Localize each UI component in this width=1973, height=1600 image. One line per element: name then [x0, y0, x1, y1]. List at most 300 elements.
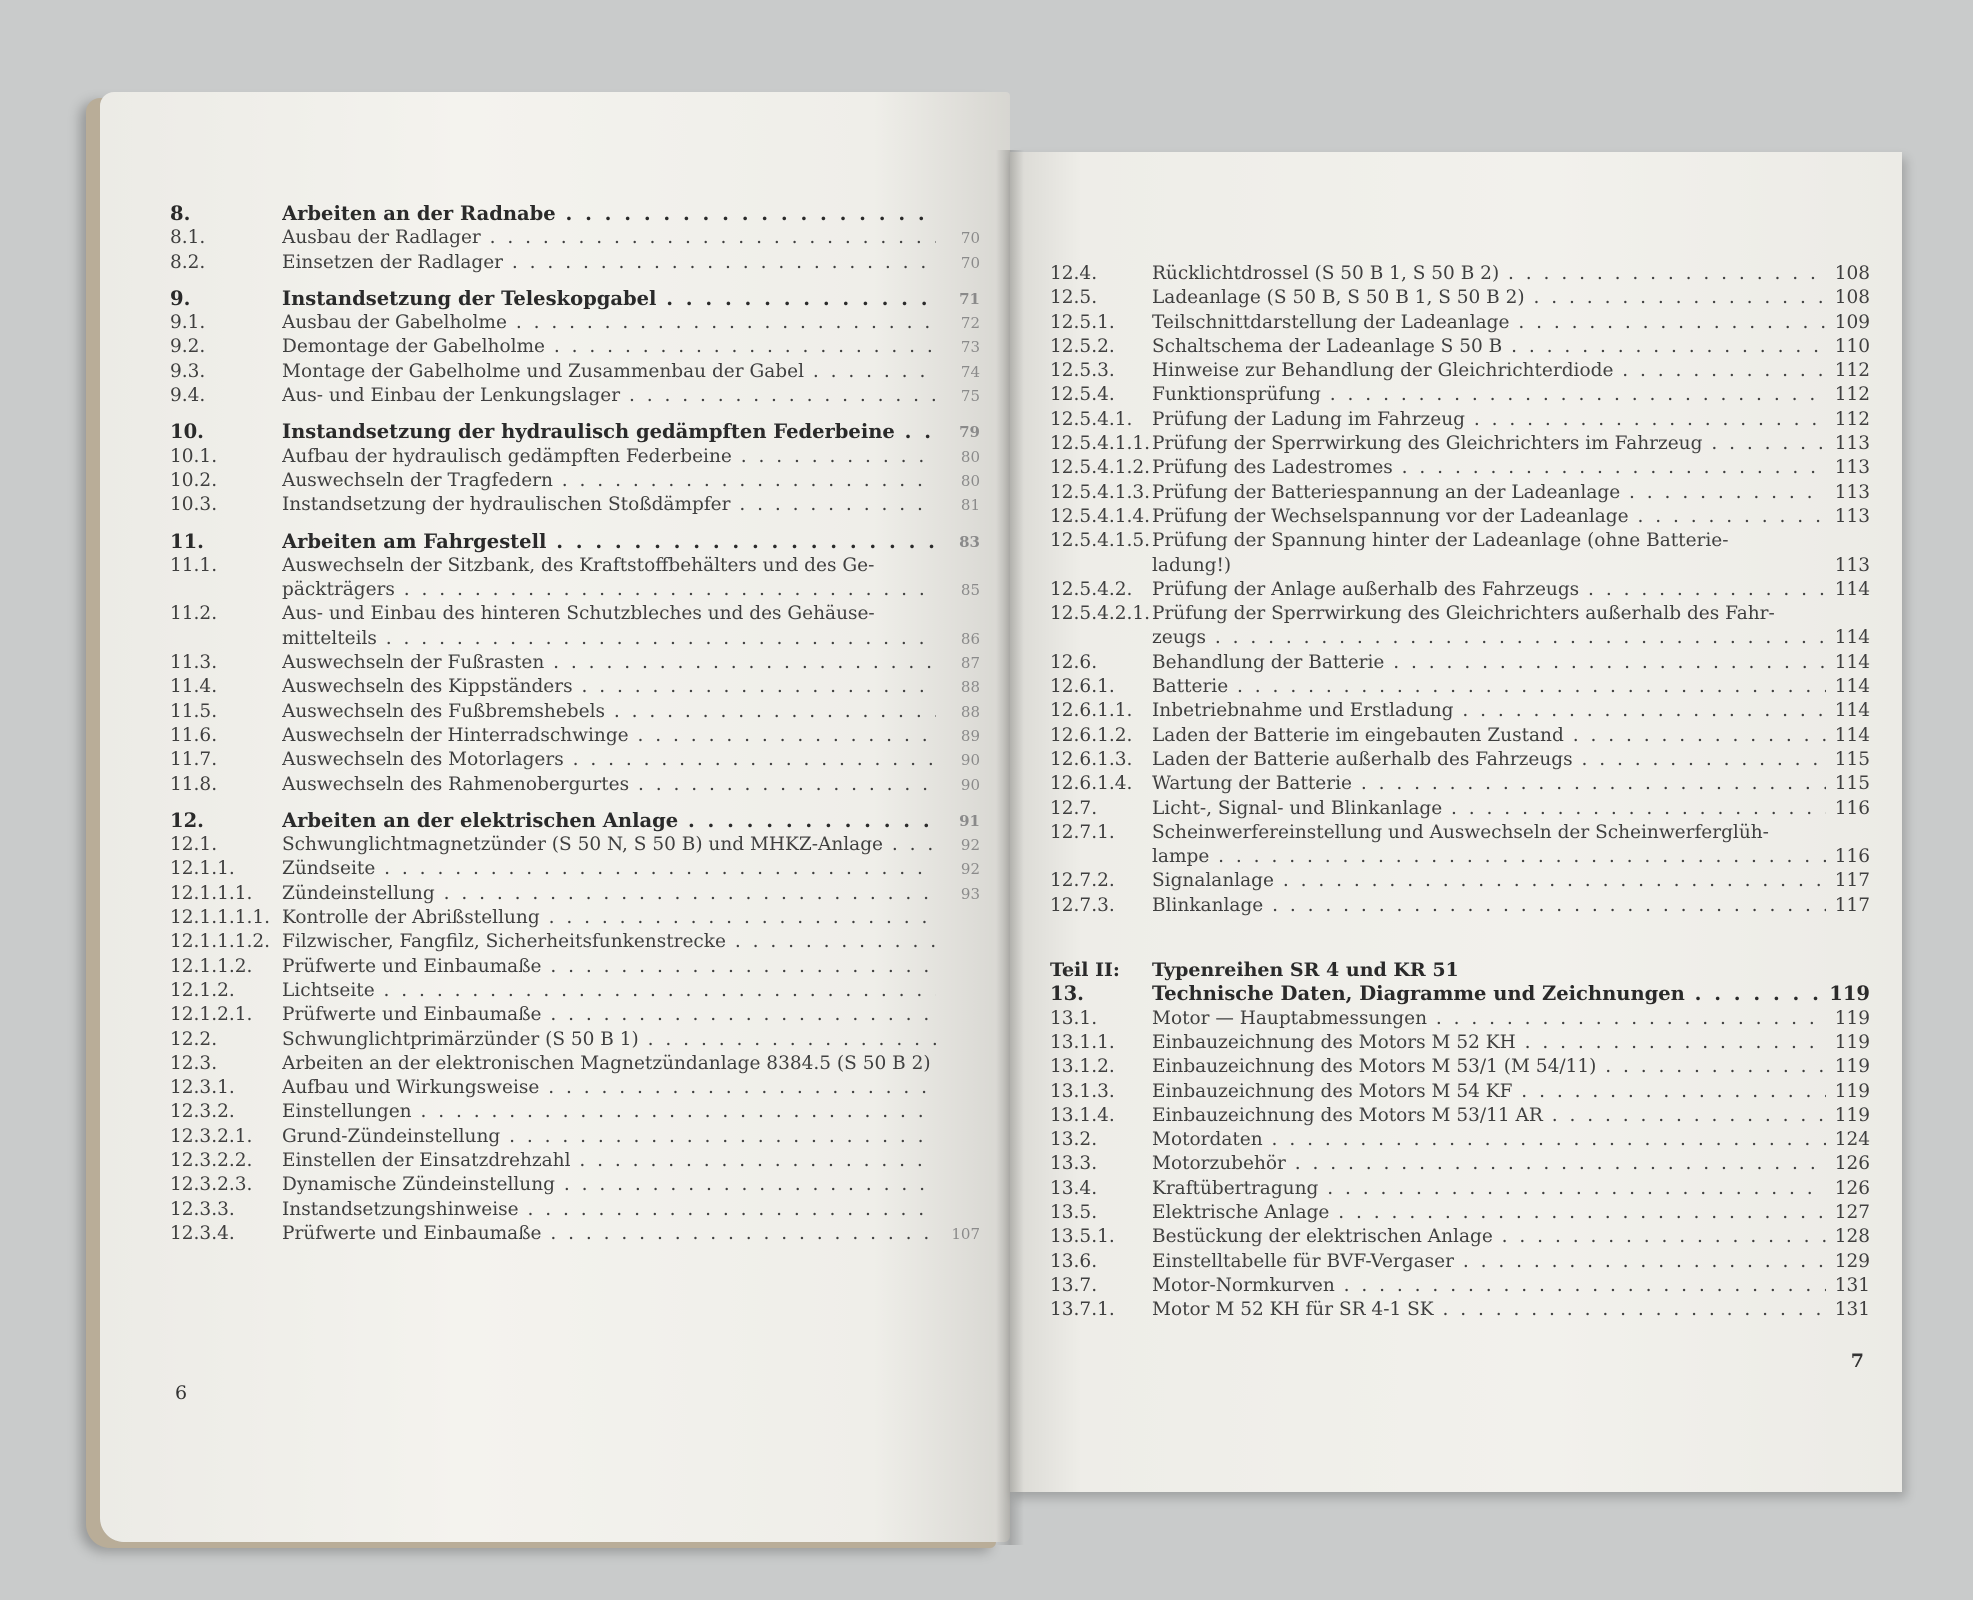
toc-entry-page: 113	[1834, 505, 1870, 527]
toc-entry-title: Einbauzeichnung des Motors M 52 KH . . .	[1152, 1031, 1826, 1055]
toc-entry-page: 86	[960, 629, 980, 648]
toc-entry	[1050, 821, 1870, 845]
toc-entry	[170, 1125, 980, 1149]
toc-entry	[1050, 651, 1870, 675]
toc-entry-number: 12.6.1.	[1050, 676, 1115, 698]
toc-entry	[170, 530, 980, 554]
toc-entry-number: 12.3.1.	[170, 1077, 235, 1099]
toc-entry-title: Kontrolle der Abrißstellung . . .	[282, 906, 936, 930]
toc-entry	[1050, 1274, 1870, 1298]
toc-entry-page: 124	[1834, 1129, 1870, 1151]
toc-entry-title: Aus- und Einbau der Lenkungslager . . .	[282, 384, 936, 408]
toc-entry-number: 12.1.2.1.	[170, 1004, 253, 1026]
toc-entry-number: 12.5.3.	[1050, 360, 1115, 382]
toc-entry-page: 79	[959, 423, 980, 442]
toc-entry-title: Scheinwerfereinstellung und Auswechseln der Scheinwerferglüh-	[1152, 821, 1769, 843]
toc-entry	[1050, 359, 1870, 383]
toc-entry-number: 12.5.4.1.1.	[1050, 433, 1151, 455]
toc-entry-number: 12.1.1.2.	[170, 955, 253, 977]
toc-entry-title: Schaltschema der Ladeanlage S 50 B . . .	[1152, 335, 1826, 359]
toc-entry	[170, 809, 980, 833]
toc-entry-number: 13.1.	[1050, 1007, 1098, 1029]
toc-entry-number: 12.1.1.1.	[170, 882, 253, 904]
toc-entry-title: Prüfung der Wechselspannung vor der Ladeanlage . . .	[1152, 505, 1826, 529]
toc-entry	[170, 202, 980, 226]
toc-entry-number: 13.1.3.	[1050, 1080, 1115, 1102]
toc-entry-title: Rücklichtdrossel (S 50 B 1, S 50 B 2) . . .	[1152, 262, 1826, 286]
toc-entry-page: 83	[959, 532, 980, 551]
toc-entry-title: Montage der Gabelholme und Zusammenbau der Gabel . . .	[282, 360, 936, 384]
toc-entry-page: 85	[960, 581, 980, 600]
toc-entry-number: 12.3.2.2.	[170, 1149, 253, 1171]
toc-entry-title: lampe . . .	[1152, 845, 1826, 869]
toc-entry	[1050, 748, 1870, 772]
toc-entry-number: 12.5.2.	[1050, 335, 1115, 357]
toc-entry	[170, 445, 980, 469]
toc-entry	[1050, 1080, 1870, 1104]
toc-entry-title: Demontage der Gabelholme . . .	[282, 335, 936, 359]
toc-entry-page: 80	[960, 447, 980, 466]
toc-entry-title: Zündseite . . .	[282, 857, 936, 881]
toc-entry-title: Ladeanlage (S 50 B, S 50 B 1, S 50 B 2) . . .	[1152, 286, 1826, 310]
toc-entry-title: Auswechseln der Tragfedern . . .	[282, 469, 936, 493]
toc-entry-title: Laden der Batterie außerhalb des Fahrzeugs . . .	[1152, 748, 1826, 772]
toc-entry-page: 114	[1834, 651, 1870, 673]
toc-entry	[1050, 958, 1870, 982]
toc-entry-number: 12.3.2.	[170, 1101, 235, 1123]
toc-entry-number: 11.5.	[170, 700, 218, 722]
toc-entry	[170, 384, 980, 408]
toc-entry	[1050, 383, 1870, 407]
toc-entry	[1050, 602, 1870, 626]
toc-entry-number: 8.1.	[170, 227, 206, 249]
toc-entry-title: Teilschnittdarstellung der Ladeanlage . . .	[1152, 311, 1826, 335]
toc-entry-title: Einstellen der Einsatzdrehzahl . . .	[282, 1149, 936, 1173]
toc-entry	[1050, 1201, 1870, 1225]
toc-entry-title: Wartung der Batterie . . .	[1152, 772, 1826, 796]
toc-entry-title: Motor M 52 KH für SR 4-1 SK . . .	[1152, 1298, 1826, 1322]
toc-entry	[1050, 408, 1870, 432]
toc-entry-title: Einbauzeichnung des Motors M 53/11 AR . . .	[1152, 1104, 1826, 1128]
toc-entry-number: 11.6.	[170, 724, 218, 746]
toc-entry-title: mittelteils . . .	[282, 627, 936, 651]
toc-entry-page: 115	[1834, 773, 1870, 795]
toc-entry-title: Behandlung der Batterie . . .	[1152, 651, 1826, 675]
toc-entry-page: 119	[1834, 1080, 1870, 1102]
toc-entry-title: Auswechseln der Sitzbank, des Kraftstoffbehälters und des Ge-	[282, 554, 875, 576]
toc-entry-number: 12.5.4.1.3.	[1050, 481, 1151, 503]
toc-entry-title: Aufbau und Wirkungsweise . . .	[282, 1076, 936, 1100]
toc-entry	[170, 1222, 980, 1246]
left-table-of-contents	[170, 202, 980, 1246]
toc-entry-page: 88	[960, 702, 980, 721]
toc-entry-number: 12.1.1.	[170, 858, 235, 880]
toc-entry-page: 108	[1834, 287, 1870, 309]
toc-entry-number: 10.2.	[170, 469, 218, 491]
toc-entry-number: 11.8.	[170, 773, 218, 795]
toc-entry	[1050, 1031, 1870, 1055]
toc-entry-title: Motor-Normkurven . . .	[1152, 1274, 1826, 1298]
toc-entry	[170, 1076, 980, 1100]
toc-entry-number: 12.6.1.4.	[1050, 773, 1133, 795]
toc-entry-page: 119	[1834, 1007, 1870, 1029]
toc-entry	[1050, 845, 1870, 869]
toc-entry-page: 70	[960, 253, 980, 272]
toc-entry	[1050, 432, 1870, 456]
toc-entry-number: 12.6.1.1.	[1050, 700, 1133, 722]
toc-entry	[1050, 797, 1870, 821]
toc-entry-number: 12.7.2.	[1050, 870, 1115, 892]
toc-entry	[1050, 1225, 1870, 1249]
toc-entry-title: päckträgers . . .	[282, 578, 936, 602]
toc-entry-title: Signalanlage . . .	[1152, 869, 1826, 893]
toc-entry-page: 90	[960, 751, 980, 770]
toc-entry-number: 13.1.1.	[1050, 1031, 1115, 1053]
toc-entry-title: Batterie . . .	[1152, 675, 1826, 699]
toc-entry-number: 12.5.4.1.	[1050, 408, 1133, 430]
toc-entry-page: 116	[1834, 797, 1870, 819]
toc-entry-title: Einsetzen der Radlager . . .	[282, 251, 936, 275]
toc-entry	[170, 251, 980, 275]
toc-entry-title: Arbeiten an der elektrischen Anlage . . .	[282, 809, 936, 833]
toc-entry-page: 113	[1834, 481, 1870, 503]
toc-entry-page: 74	[960, 362, 980, 381]
toc-entry-page: 80	[960, 471, 980, 490]
toc-entry	[170, 651, 980, 675]
toc-entry-number: 12.5.1.	[1050, 311, 1115, 333]
toc-entry	[170, 955, 980, 979]
right-page	[1010, 152, 1902, 1492]
toc-entry	[170, 882, 980, 906]
toc-entry	[1050, 554, 1870, 578]
toc-entry	[170, 700, 980, 724]
toc-entry-number: 10.	[170, 420, 204, 444]
toc-entry-number: 8.	[170, 202, 191, 225]
toc-entry-number: 12.	[170, 808, 204, 832]
toc-entry-page: 119	[1829, 982, 1870, 1006]
toc-entry-page: 112	[1834, 408, 1870, 430]
toc-entry	[170, 493, 980, 517]
toc-entry-title: Grund-Zündeinstellung . . .	[282, 1125, 936, 1149]
toc-entry-number: 12.7.1.	[1050, 821, 1115, 843]
toc-entry-page: 127	[1834, 1201, 1870, 1223]
toc-entry	[1050, 262, 1870, 286]
toc-entry-number: 11.	[170, 529, 204, 553]
toc-entry-page: 107	[951, 1224, 980, 1243]
toc-entry-number: 13.2.	[1050, 1129, 1098, 1151]
toc-entry	[1050, 982, 1870, 1006]
toc-entry-title: Instandsetzung der Teleskopgabel . . .	[282, 287, 936, 311]
toc-entry-number: 9.4.	[170, 385, 206, 407]
toc-entry	[170, 420, 980, 444]
toc-entry-number: 12.2.	[170, 1028, 218, 1050]
toc-entry-number: 12.3.2.3.	[170, 1174, 253, 1196]
toc-entry	[170, 857, 980, 881]
toc-entry	[170, 554, 980, 578]
toc-entry-title: Licht-, Signal- und Blinkanlage . . .	[1152, 797, 1826, 821]
toc-entry	[1050, 869, 1870, 893]
toc-entry-page: 126	[1834, 1153, 1870, 1175]
toc-entry-page: 109	[1834, 311, 1870, 333]
toc-entry-title: Hinweise zur Behandlung der Gleichrichterdiode . . .	[1152, 359, 1826, 383]
toc-entry-number: 12.5.4.	[1050, 384, 1115, 406]
toc-entry	[1050, 529, 1870, 553]
toc-entry-page: 93	[960, 884, 980, 903]
toc-entry	[170, 578, 980, 602]
toc-entry-page: 87	[960, 654, 980, 673]
toc-entry-number: 8.2.	[170, 251, 206, 273]
toc-entry-page: 112	[1834, 384, 1870, 406]
toc-entry-page: 88	[960, 678, 980, 697]
toc-entry-title: Filzwischer, Fangfilz, Sicherheitsfunkenstrecke . . .	[282, 930, 936, 954]
toc-entry-title: Bestückung der elektrischen Anlage . . .	[1152, 1225, 1826, 1249]
toc-entry-title: Elektrische Anlage . . .	[1152, 1201, 1826, 1225]
toc-entry-number: 12.6.	[1050, 651, 1098, 673]
toc-entry	[1050, 675, 1870, 699]
toc-entry-number: 9.2.	[170, 336, 206, 358]
toc-entry-page: 131	[1834, 1299, 1870, 1321]
toc-entry-page: 119	[1834, 1104, 1870, 1126]
toc-entry-title: Instandsetzung der hydraulischen Stoßdämpfer . . .	[282, 493, 936, 517]
toc-entry-page: 90	[960, 775, 980, 794]
toc-entry-page: 115	[1834, 748, 1870, 770]
toc-entry-page: 112	[1834, 360, 1870, 382]
toc-entry	[170, 906, 980, 930]
toc-entry-page: 89	[960, 726, 980, 745]
toc-entry-title: Motor — Hauptabmessungen . . .	[1152, 1007, 1826, 1031]
toc-entry-number: 10.1.	[170, 445, 218, 467]
toc-entry	[1050, 1177, 1870, 1201]
toc-entry-title: Auswechseln der Fußrasten . . .	[282, 651, 936, 675]
toc-entry-number: 13.5.1.	[1050, 1226, 1115, 1248]
toc-entry-number: 13.7.	[1050, 1274, 1098, 1296]
toc-entry-title: Prüfung der Anlage außerhalb des Fahrzeugs . . .	[1152, 578, 1826, 602]
toc-entry-page: 114	[1834, 676, 1870, 698]
toc-entry-page: 128	[1834, 1226, 1870, 1248]
toc-entry	[170, 833, 980, 857]
toc-entry-title: Lichtseite . . .	[282, 979, 936, 1003]
toc-entry-title: Aufbau der hydraulisch gedämpften Federbeine . . .	[282, 445, 936, 469]
toc-entry-title: Kraftübertragung . . .	[1152, 1177, 1826, 1201]
toc-entry-number: 12.5.	[1050, 287, 1098, 309]
toc-entry	[1050, 1128, 1870, 1152]
toc-entry-number: 9.	[170, 286, 191, 310]
toc-entry-page: 113	[1834, 457, 1870, 479]
toc-entry-title: Motorzubehör . . .	[1152, 1152, 1826, 1176]
toc-entry	[1050, 724, 1870, 748]
toc-entry-title: Prüfwerte und Einbaumaße . . .	[282, 1003, 936, 1027]
toc-entry-number: 10.3.	[170, 494, 218, 516]
toc-entry-title: Auswechseln des Motorlagers . . .	[282, 748, 936, 772]
toc-entry-title: Prüfung der Sperrwirkung des Gleichrichters außerhalb des Fahr-	[1152, 603, 1775, 625]
toc-entry-page: 113	[1834, 433, 1870, 455]
toc-entry-title: Auswechseln des Kippständers . . .	[282, 675, 936, 699]
toc-entry-title: Einbauzeichnung des Motors M 53/1 (M 54/11) . . .	[1152, 1055, 1826, 1079]
toc-entry	[1050, 505, 1870, 529]
toc-entry	[170, 1173, 980, 1197]
toc-entry	[170, 748, 980, 772]
toc-entry-title: Ausbau der Radlager . . .	[282, 226, 936, 250]
toc-entry-page: 129	[1834, 1250, 1870, 1272]
toc-entry-title: Schwunglichtprimärzünder (S 50 B 1) . . .	[282, 1028, 936, 1052]
toc-entry	[1050, 481, 1870, 505]
toc-entry-page: 72	[960, 314, 980, 333]
toc-entry-page: 117	[1834, 894, 1870, 916]
toc-entry	[1050, 699, 1870, 723]
toc-entry	[170, 1198, 980, 1222]
toc-entry-page: 92	[960, 836, 980, 855]
toc-entry	[1050, 1298, 1870, 1322]
toc-entry-number: 13.5.	[1050, 1201, 1098, 1223]
toc-entry	[170, 226, 980, 250]
toc-entry	[1050, 1152, 1870, 1176]
toc-entry	[1050, 772, 1870, 796]
toc-entry	[1050, 311, 1870, 335]
toc-entry-title: Auswechseln der Hinterradschwinge . . .	[282, 724, 936, 748]
toc-entry	[170, 627, 980, 651]
toc-entry-number: 12.3.	[170, 1052, 218, 1074]
toc-entry-title: zeugs . . .	[1152, 626, 1826, 650]
toc-entry-title: Arbeiten an der elektronischen Magnetzündanlage 8384.5 (S 50 B 2)	[282, 1052, 931, 1074]
toc-entry-title: Auswechseln des Rahmenobergurtes . . .	[282, 773, 936, 797]
toc-entry-page: 113	[1834, 554, 1870, 576]
toc-entry	[170, 360, 980, 384]
toc-entry-number: 12.1.	[170, 834, 218, 856]
toc-entry-page: 108	[1834, 263, 1870, 284]
toc-entry-page: 110	[1834, 335, 1870, 357]
toc-entry-number: 12.6.1.2.	[1050, 724, 1133, 746]
toc-entry-number: 9.1.	[170, 312, 206, 334]
toc-entry-title: Prüfung der Sperrwirkung des Gleichrichters im Fahrzeug . . .	[1152, 432, 1826, 456]
toc-entry	[1050, 894, 1870, 918]
toc-entry-page: 70	[960, 229, 980, 248]
toc-entry-number: 12.4.	[1050, 263, 1098, 284]
toc-entry-number: 13.3.	[1050, 1153, 1098, 1175]
toc-entry-page: 81	[960, 496, 980, 515]
toc-entry-page: 116	[1834, 846, 1870, 868]
toc-entry-title: Arbeiten an der Radnabe . . .	[282, 202, 936, 226]
toc-entry	[170, 724, 980, 748]
toc-entry-page: 131	[1834, 1274, 1870, 1296]
toc-entry-title: Dynamische Zündeinstellung . . .	[282, 1173, 936, 1197]
toc-entry-title: Prüfwerte und Einbaumaße . . .	[282, 955, 936, 979]
toc-entry	[170, 287, 980, 311]
toc-entry	[170, 1100, 980, 1124]
toc-entry-title: Zündeinstellung . . .	[282, 882, 936, 906]
toc-entry-number: 13.6.	[1050, 1250, 1098, 1272]
toc-entry-number: 11.2.	[170, 603, 218, 625]
toc-entry-title: Prüfwerte und Einbaumaße . . .	[282, 1222, 936, 1246]
toc-entry-title: Einstelltabelle für BVF-Vergaser . . .	[1152, 1250, 1826, 1274]
toc-entry-title: Blinkanlage . . .	[1152, 894, 1826, 918]
toc-entry-number: 12.6.1.3.	[1050, 748, 1133, 770]
toc-entry-number: 12.5.4.2.1.	[1050, 603, 1151, 625]
toc-entry-number: 12.3.3.	[170, 1198, 235, 1220]
toc-entry-number: 12.5.4.2.	[1050, 578, 1133, 600]
toc-entry-title: Prüfung des Ladestromes . . .	[1152, 456, 1826, 480]
toc-entry	[170, 1003, 980, 1027]
toc-entry-title: Laden der Batterie im eingebauten Zustand . . .	[1152, 724, 1826, 748]
toc-entry	[170, 311, 980, 335]
toc-entry-page: 114	[1834, 578, 1870, 600]
toc-entry-title: Prüfung der Ladung im Fahrzeug . . .	[1152, 408, 1826, 432]
toc-entry-title: Ausbau der Gabelholme . . .	[282, 311, 936, 335]
toc-entry-title: Technische Daten, Diagramme und Zeichnungen . . .	[1152, 982, 1826, 1006]
toc-entry-page: 71	[959, 289, 980, 308]
left-page-number: 6	[175, 1382, 188, 1404]
toc-entry-number: 11.1.	[170, 554, 218, 576]
toc-entry-page: 91	[959, 811, 980, 830]
toc-entry-page: 119	[1834, 1056, 1870, 1078]
toc-entry-title: Auswechseln des Fußbremshebels . . .	[282, 700, 936, 724]
toc-entry-number: 12.5.4.1.5.	[1050, 530, 1151, 552]
toc-entry-title: Inbetriebnahme und Erstladung . . .	[1152, 699, 1826, 723]
right-table-of-contents	[1050, 262, 1870, 1322]
toc-entry-title: Instandsetzungshinweise . . .	[282, 1198, 936, 1222]
toc-entry	[170, 335, 980, 359]
left-page	[100, 92, 1010, 1542]
toc-entry	[170, 773, 980, 797]
toc-entry	[1050, 335, 1870, 359]
toc-entry-title: ladung!)	[1152, 554, 1232, 576]
toc-entry-number: 12.5.4.1.4.	[1050, 505, 1151, 527]
toc-entry	[170, 602, 980, 626]
toc-entry-title: Motordaten . . .	[1152, 1128, 1826, 1152]
toc-entry	[1050, 626, 1870, 650]
right-page-number: 7	[1850, 1350, 1864, 1372]
toc-entry	[170, 930, 980, 954]
toc-entry-title: Schwunglichtmagnetzünder (S 50 N, S 50 B) und MHKZ-Anlage . . .	[282, 833, 936, 857]
toc-entry-number: 12.7.	[1050, 797, 1098, 819]
toc-entry-number: 12.3.4.	[170, 1222, 235, 1244]
toc-entry-number: 11.4.	[170, 676, 218, 698]
toc-entry-number: 12.1.2.	[170, 979, 235, 1001]
toc-entry	[170, 1149, 980, 1173]
toc-entry-title: Funktionsprüfung . . .	[1152, 383, 1826, 407]
toc-entry	[170, 1028, 980, 1052]
toc-entry	[1050, 286, 1870, 310]
toc-entry-number: 9.3.	[170, 360, 206, 382]
toc-entry-number: 11.3.	[170, 652, 218, 674]
toc-entry-page: 73	[960, 338, 980, 357]
toc-entry-page: 75	[960, 387, 980, 406]
toc-entry-title: Einbauzeichnung des Motors M 54 KF . . .	[1152, 1080, 1826, 1104]
toc-entry	[170, 469, 980, 493]
toc-entry-page: 119	[1834, 1031, 1870, 1053]
toc-entry	[170, 1052, 980, 1076]
toc-entry-title: Arbeiten am Fahrgestell . . .	[282, 530, 936, 554]
toc-entry-number: 13.7.1.	[1050, 1299, 1115, 1321]
toc-entry-number: 13.4.	[1050, 1177, 1098, 1199]
toc-entry-page: 114	[1834, 724, 1870, 746]
toc-entry	[170, 979, 980, 1003]
toc-entry-title: Instandsetzung der hydraulisch gedämpften Federbeine . . .	[282, 420, 936, 444]
toc-entry	[1050, 1250, 1870, 1274]
book-gutter	[996, 150, 1024, 1545]
toc-entry-number: 12.5.4.1.2.	[1050, 457, 1151, 479]
toc-entry-number: 11.7.	[170, 749, 218, 771]
toc-entry-page: 114	[1834, 627, 1870, 649]
toc-entry-number: 13.	[1050, 982, 1084, 1006]
toc-entry-title: Prüfung der Batteriespannung an der Ladeanlage . . .	[1152, 481, 1826, 505]
toc-entry-number: 12.3.2.1.	[170, 1125, 253, 1147]
toc-entry-title: Typenreihen SR 4 und KR 51	[1152, 959, 1459, 982]
toc-entry	[1050, 1055, 1870, 1079]
toc-entry-title: Aus- und Einbau des hinteren Schutzbleches und des Gehäuse-	[282, 603, 875, 625]
toc-entry-title: Einstellungen . . .	[282, 1100, 936, 1124]
toc-entry	[170, 675, 980, 699]
toc-entry-number: 13.1.2.	[1050, 1056, 1115, 1078]
